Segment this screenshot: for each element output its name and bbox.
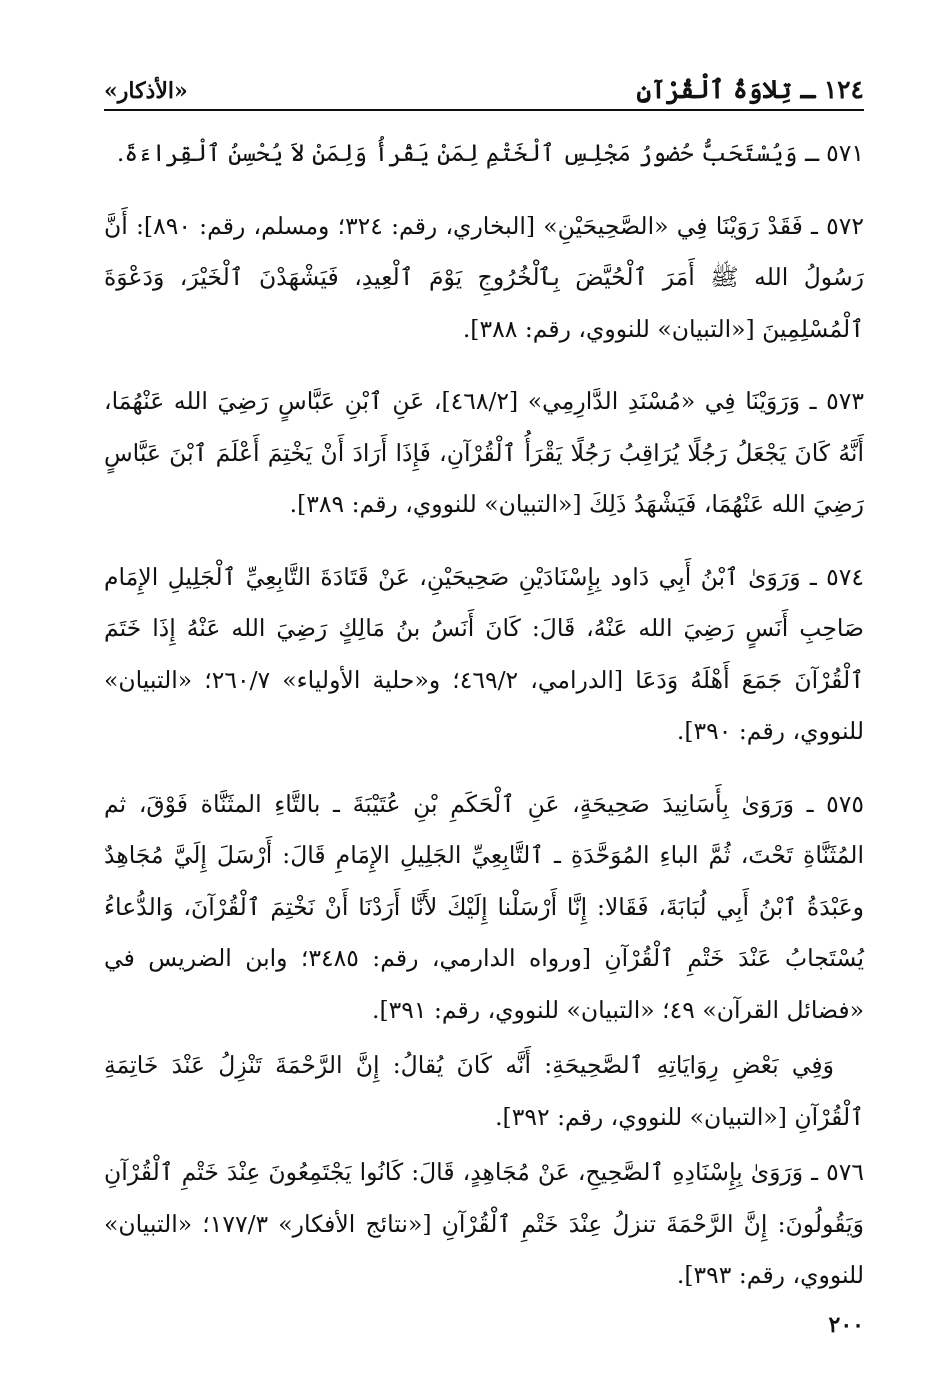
chapter-title: ١٢٤ ـ تِلاوَةُ ٱلْقُرْآنِ [636, 75, 864, 104]
paragraph-574: ٥٧٤ ـ وَرَوَىٰ ٱبْنُ أَبِي دَاود بِإِسْنَادَيْنِ صَحِيحَيْنِ، عَنْ قَتَادَةَ التَّابِعِيِّ ٱلْجَلِيلِ الإِمَام صَاحِبِ أَنَسٍ رَضِيَ الله عَنْهُ، قَالَ: كَانَ أَنَسُ بنُ مَالِكٍ رَضِيَ الله عَنْهُ إِذَا خَتَمَ ٱلْقُرْآنَ جَمَعَ أَهْلَهُ وَدَعَا [الدرامي، ٤٦٩/٢؛ و«حلية الأولياء» ٢٦٠/٧؛ «التبيان» للنووي، رقم: ٣٩٠]. [104, 562, 864, 745]
paragraph-572: ٥٧٢ ـ فَقَدْ رَوَيْنَا فِي «الصَّحِيحَيْنِ» [البخاري، رقم: ٣٢٤؛ ومسلم، رقم: ٨٩٠]: أَنَّ رَسُولُ الله ﷺ أَمَرَ ٱلْحُيَّضَ بِٱلْخُرُوجِ يَوْمَ ٱلْعِيدِ، فَيَشْهَدْنَ ٱلْخَيْرَ، وَدَعْوَةَ ٱلْمُسْلِمِينَ [«التبيان» للنووي، رقم: ٣٨٨]. [104, 211, 865, 343]
book-title: «الأذكار» [104, 78, 188, 104]
paragraph-575-continuation: وَفِي بَعْضِ رِوَايَاتِهِ ٱلصَّحِيحَةِ: أَنَّه كَانَ يُقالُ: إِنَّ الرَّحْمَةَ تَنْزِلُ عَنْدَ خَاتِمَةِ ٱلْقُرْآنِ [«التبيان» للنووي، رقم: ٣٩٢]. [104, 1051, 864, 1131]
page-body [104, 128, 864, 1323]
paragraph-573: ٥٧٣ ـ وَرَوَيْنَا فِي «مُسْنَدِ الدَّارِمِي» [٤٦٨/٢]، عَنِ ٱبْنِ عَبَّاسٍ رَضِيَ الله عَنْهُمَا، أَنَّهُ كَانَ يَجْعَلُ رَجُلًا يُرَاقِبُ رَجُلًا يَقْرَأُ ٱلْقُرْآنِ، فَإِذَا أَرَادَ أَنْ يَخْتِمَ أَعْلَمَ ٱبْنَ عَبَّاسٍ رَضِيَ الله عَنْهُمَا، فَيَشْهَدُ ذَلِكَ [«التبيان» للنووي، رقم: ٣٨٩]. [104, 387, 864, 518]
page-header [104, 64, 864, 104]
paragraph-571: ٥٧١ ـ وَيُسْتَحَبُّ حُضورُ مَجْلِسِ ٱلْخَتْمِ لِمَنْ يَقْرأُ وَلِمَنْ لاَ يُحْسِنُ ٱلْقِراءَةَ. [116, 139, 864, 167]
header-rule [104, 109, 864, 111]
paragraph-575: ٥٧٥ ـ وَرَوَىٰ بِأَسَانِيدَ صَحِيحَةٍ، عَنِ ٱلْحَكَمِ بْنِ عُتَيْبَةَ ـ بالتَّاءِ المثَنَّاة فَوْقَ، ثم المُثَنَّاةِ تَحْتَ، ثُمَّ الباءِ المُوَحَّدَةِ ـ ٱلتَّابِعِيِّ الجَلِيلِ الإِمَامِ قَالَ: أَرْسَلَ إِلَيَّ مُجَاهِدٌ وعَبْدَةُ ٱبْنُ أَبِي لُبَابَةَ، فَقَالا: إِنَّا أَرْسَلْنا إِلَيْكَ لأَنَّا أَرَدْنَا أَنْ نَخْتِمَ ٱلْقُرْآنَ، وَالدُّعاءُ يُسْتَجابُ عَنْدَ خَتْمِ ٱلْقُرْآنِ [ورواه الدارمي، رقم: ٣٤٨٥؛ وابن الضريس في «فضائل القرآن» ٤٩؛ «التبيان» للنووي، رقم: ٣٩١]. [104, 789, 864, 1024]
page-number: ٢٠٠ [828, 1312, 864, 1338]
paragraph-576: ٥٧٦ ـ وَرَوَىٰ بِإِسْنَادِهِ ٱلصَّحِيحِ، عَنْ مُجَاهِدٍ، قَالَ: كَانُوا يَجْتَمِعُونَ عِنْدَ خَتْمِ ٱلْقُرْآنِ وَيَقُولُونَ: إِنَّ الرَّحْمَةَ تنزلُ عِنْدَ خَتْمِ ٱلْقُرْآنِ [«نتائج الأفكار» ١٧٧/٣؛ «التبيان» للنووي، رقم: ٣٩٣]. [104, 1158, 864, 1289]
